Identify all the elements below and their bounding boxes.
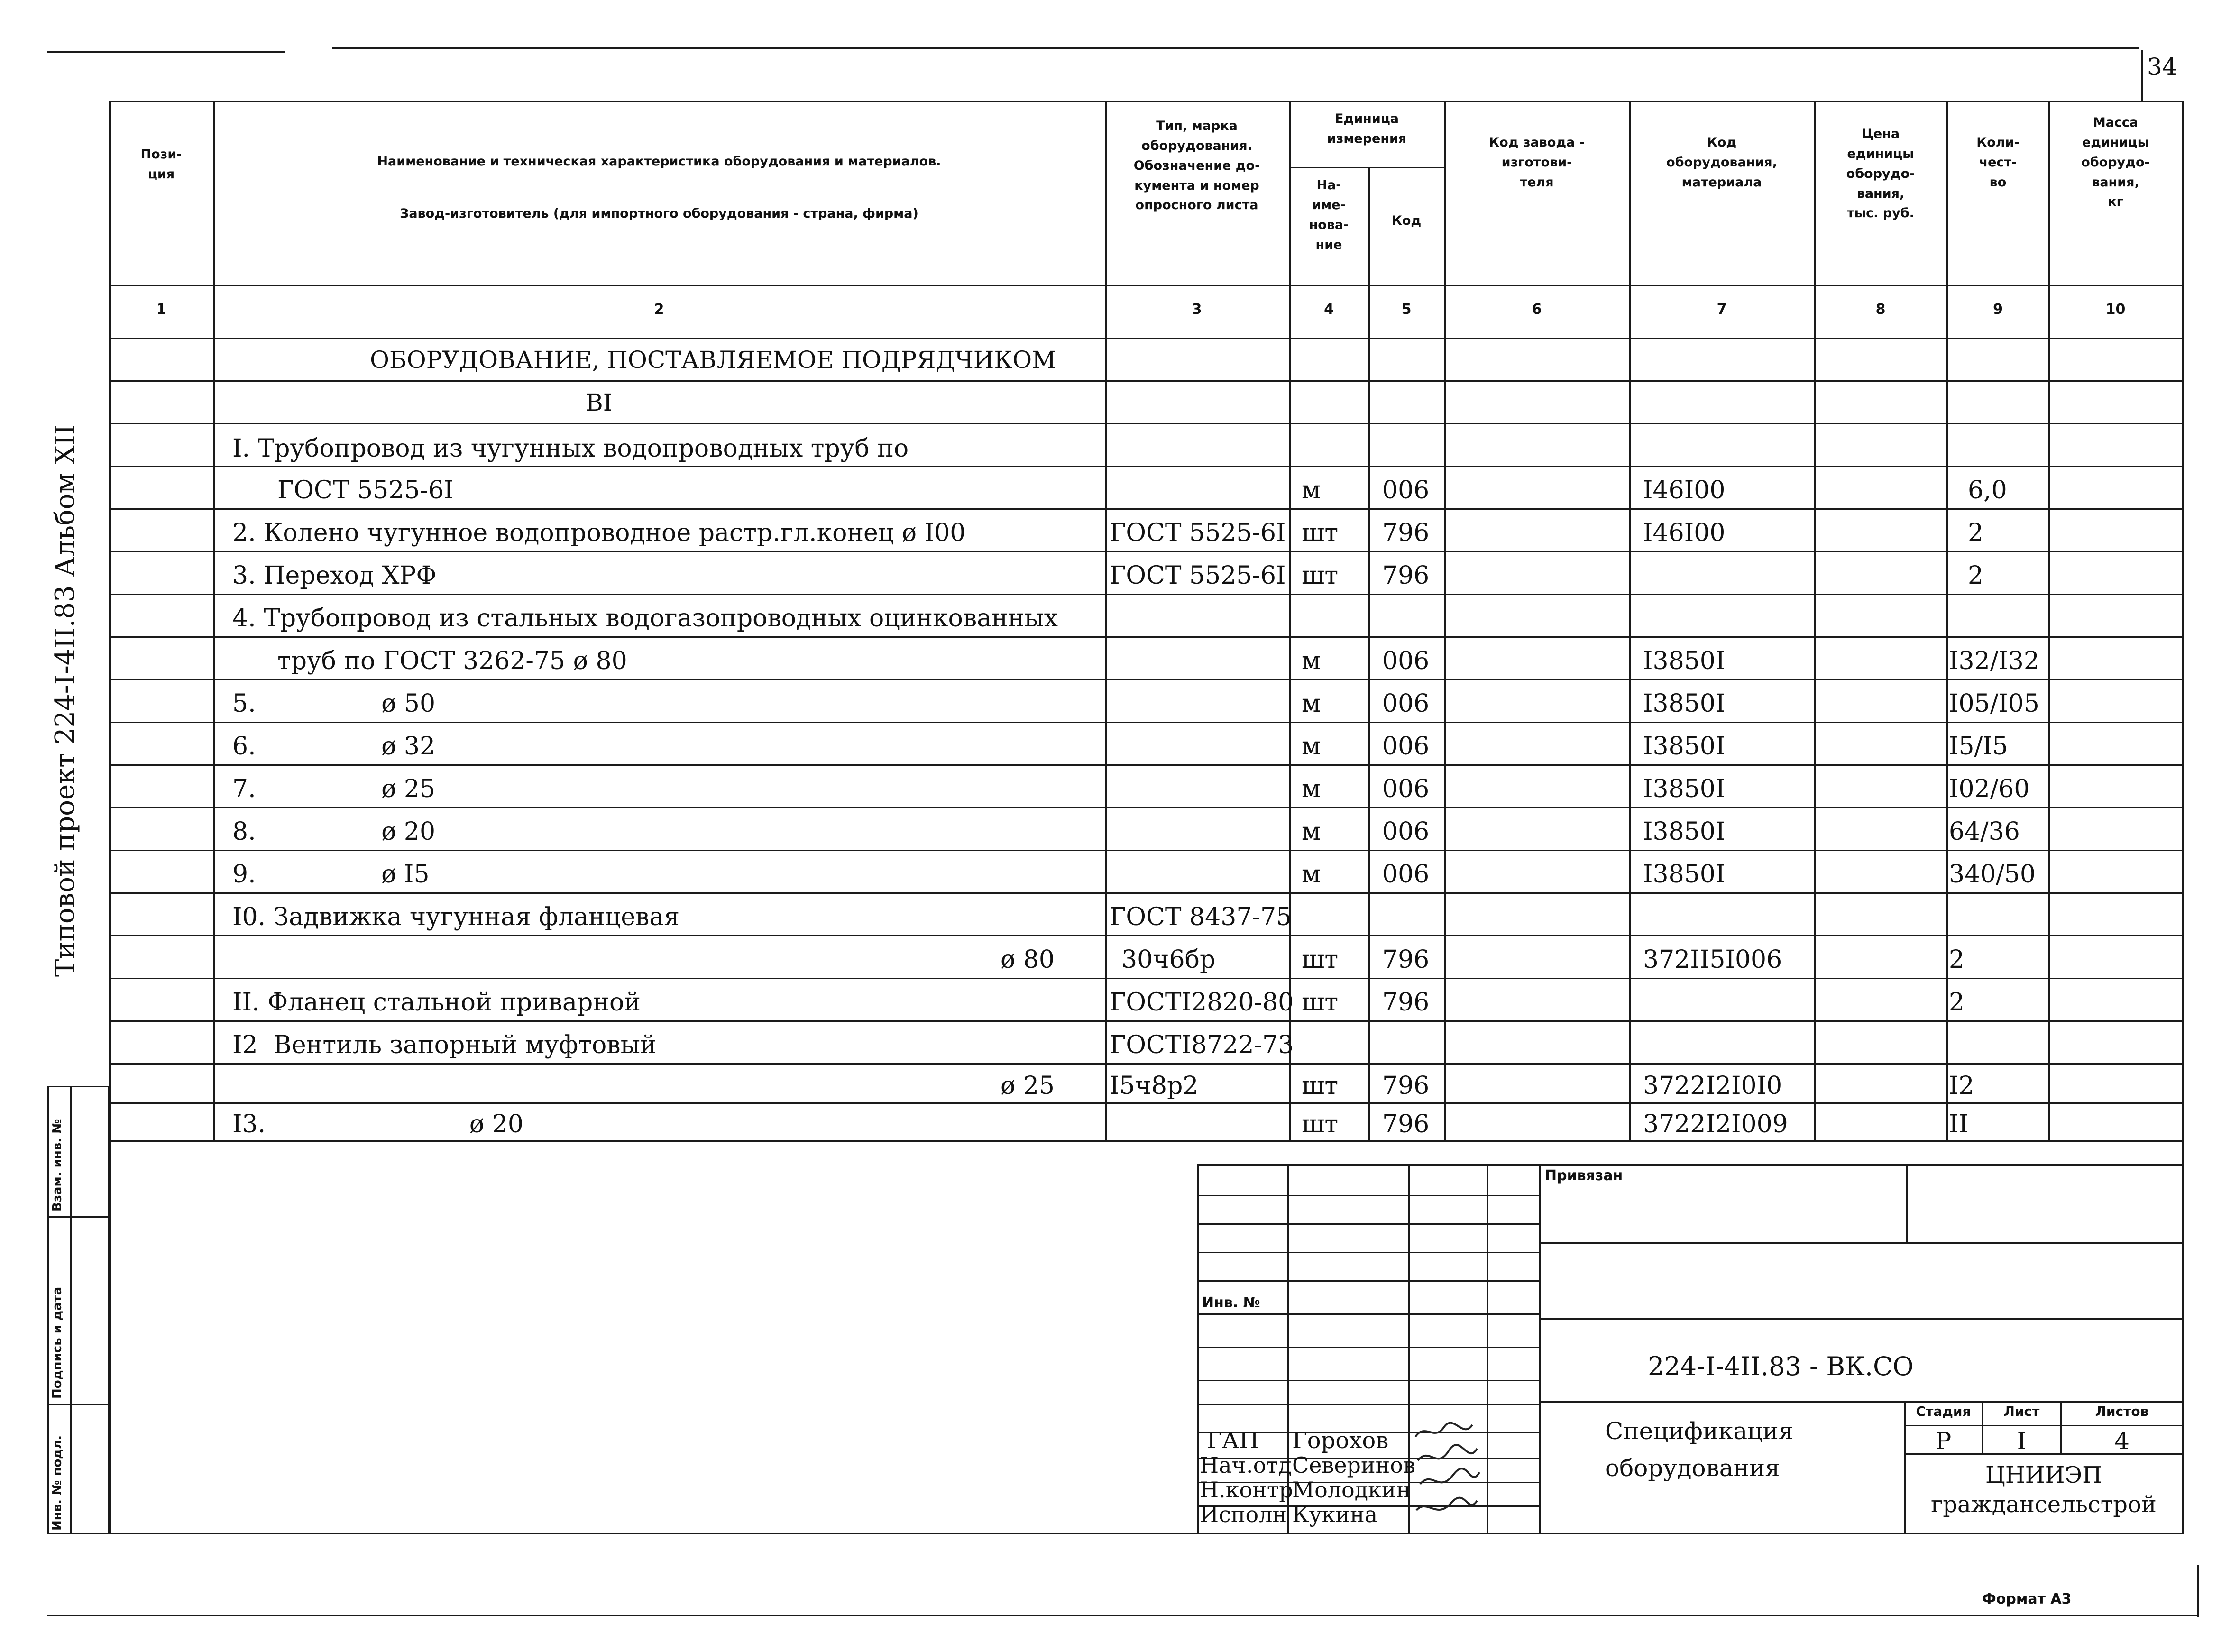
document-code: 224-I-4II.83 - ВК.СО bbox=[1648, 1351, 1914, 1381]
name-norm-control: Молодкин bbox=[1292, 1477, 1411, 1503]
row-14-name: II. Фланец стальной приварной bbox=[232, 988, 641, 1017]
header-type: Тип, марка оборудования. Обозначение до- кумента и номер опросного листа bbox=[1133, 119, 1260, 213]
role-gap: ГАП bbox=[1207, 1427, 1259, 1454]
row-3-doc: ГОСТ 5525-6I bbox=[1110, 519, 1286, 547]
row-9-qty: I02/60 bbox=[1949, 775, 2030, 803]
row-15-doc: ГОСТI8722-73 bbox=[1110, 1031, 1294, 1059]
name-executor: Кукина bbox=[1292, 1502, 1378, 1527]
project-label: Типовой проект 224-I-4II.83 Альбом XII bbox=[50, 424, 81, 977]
stage-value: Р bbox=[1935, 1427, 1952, 1455]
name-gap: Горохов bbox=[1292, 1427, 1389, 1454]
row-7-code: 006 bbox=[1382, 689, 1430, 718]
role-head-dept: Нач.отд bbox=[1200, 1452, 1292, 1478]
row-12-doc: ГОСТ 8437-75 bbox=[1110, 903, 1292, 931]
stage-label: Стадия bbox=[1916, 1404, 1971, 1419]
row-10-qty: 64/36 bbox=[1949, 817, 2020, 846]
header-mass: Масса единицы оборудо- вания, кг bbox=[2081, 115, 2150, 210]
row-4-code: 796 bbox=[1382, 561, 1430, 590]
row-4-doc: ГОСТ 5525-6I bbox=[1110, 561, 1286, 590]
header-name-line2: Завод-изготовитель (для импортного оборудования - страна, фирма) bbox=[400, 206, 918, 221]
row-1-name: I. Трубопровод из чугунных водопроводных труб по bbox=[232, 434, 909, 463]
row-7-name: 5. ø 50 bbox=[232, 689, 436, 718]
signatures-image bbox=[1411, 1418, 1487, 1532]
sheet-value: I bbox=[2017, 1427, 2027, 1455]
row-3-code: 796 bbox=[1382, 519, 1430, 547]
row-9-name: 7. ø 25 bbox=[232, 775, 436, 803]
row-8-qty: I5/I5 bbox=[1949, 732, 2008, 761]
format-label: Формат А3 bbox=[1982, 1591, 2072, 1607]
row-4-unit: шт bbox=[1302, 561, 1339, 590]
section-title: ОБОРУДОВАНИЕ, ПОСТАВЛЯЕМОЕ ПОДРЯДЧИКОМ bbox=[370, 346, 1056, 374]
row-3-qty: 2 bbox=[1968, 519, 1984, 547]
row-10-code: 006 bbox=[1382, 817, 1430, 846]
row-2-code: 006 bbox=[1382, 476, 1430, 505]
document-title: Спецификация оборудования bbox=[1605, 1417, 1794, 1482]
name-head-dept: Северинов bbox=[1292, 1452, 1415, 1478]
colnum-9: 9 bbox=[1993, 301, 2003, 318]
row-6-qty: I32/I32 bbox=[1949, 647, 2039, 675]
header-equipment-code: Код оборудования, материала bbox=[1666, 135, 1777, 190]
inv-label: Инв. № bbox=[1202, 1294, 1260, 1311]
row-17-mat: 3722I2I009 bbox=[1643, 1110, 1788, 1138]
role-executor: Исполн bbox=[1200, 1502, 1287, 1527]
colnum-3: 3 bbox=[1192, 301, 1202, 318]
row-10-unit: м bbox=[1302, 817, 1321, 846]
header-quantity: Коли- чест- во bbox=[1976, 135, 2020, 190]
row-3-mat: I46I00 bbox=[1643, 519, 1726, 547]
subsection-title: BI bbox=[586, 389, 613, 416]
row-13-code: 796 bbox=[1382, 945, 1430, 974]
row-16-code: 796 bbox=[1382, 1072, 1430, 1100]
row-8-code: 006 bbox=[1382, 732, 1430, 761]
stamp-signature-date: Подпись и дата bbox=[50, 1286, 64, 1399]
colnum-5: 5 bbox=[1401, 301, 1412, 318]
row-16-unit: шт bbox=[1302, 1072, 1339, 1100]
row-8-name: 6. ø 32 bbox=[232, 732, 436, 761]
organization: ЦНИИЭП граждансельстрой bbox=[1931, 1462, 2157, 1518]
row-10-mat: I3850I bbox=[1643, 817, 1726, 846]
row-3-unit: шт bbox=[1302, 519, 1339, 547]
row-9-mat: I3850I bbox=[1643, 775, 1726, 803]
header-unit-code: Код bbox=[1391, 213, 1422, 228]
row-16-name: ø 25 bbox=[1001, 1072, 1055, 1100]
row-4-name: 3. Переход ХРФ bbox=[232, 561, 437, 590]
colnum-6: 6 bbox=[1532, 301, 1542, 318]
row-12-name: I0. Задвижка чугунная фланцевая bbox=[232, 903, 680, 931]
row-17-qty: II bbox=[1949, 1110, 1969, 1138]
sheets-value: 4 bbox=[2114, 1427, 2130, 1455]
colnum-8: 8 bbox=[1875, 301, 1886, 318]
row-13-unit: шт bbox=[1302, 945, 1339, 974]
sheets-label: Листов bbox=[2095, 1404, 2149, 1419]
row-6-code: 006 bbox=[1382, 647, 1430, 675]
row-3-name: 2. Колено чугунное водопроводное растр.гл.конец ø I00 bbox=[232, 519, 966, 547]
stamp-vzam-inv: Взам. инв. № bbox=[50, 1119, 64, 1211]
row-7-unit: м bbox=[1302, 689, 1321, 718]
row-13-doc: 30ч6бр bbox=[1121, 945, 1216, 974]
row-8-mat: I3850I bbox=[1643, 732, 1726, 761]
row-6-unit: м bbox=[1302, 647, 1321, 675]
row-5-name: 4. Трубопровод из стальных водогазопроводных оцинкованных bbox=[232, 604, 1058, 633]
row-4-qty: 2 bbox=[1968, 561, 1984, 590]
row-13-mat: 372II5I006 bbox=[1643, 945, 1782, 974]
row-6-mat: I3850I bbox=[1643, 647, 1726, 675]
row-10-name: 8. ø 20 bbox=[232, 817, 436, 846]
sheet-label: Лист bbox=[2003, 1404, 2040, 1419]
row-8-unit: м bbox=[1302, 732, 1321, 761]
colnum-1: 1 bbox=[156, 301, 166, 318]
row-9-unit: м bbox=[1302, 775, 1321, 803]
row-2-mat: I46I00 bbox=[1643, 476, 1726, 505]
page-number: 34 bbox=[2147, 53, 2177, 81]
row-14-unit: шт bbox=[1302, 988, 1339, 1017]
stamp-inv-podl: Инв. № подл. bbox=[50, 1435, 64, 1531]
colnum-2: 2 bbox=[654, 301, 664, 318]
row-17-name: I3. ø 20 bbox=[232, 1110, 523, 1138]
row-16-qty: I2 bbox=[1949, 1072, 1974, 1100]
row-2-qty: 6,0 bbox=[1968, 476, 2007, 505]
row-13-qty: 2 bbox=[1949, 945, 1965, 974]
row-13-name: ø 80 bbox=[1001, 945, 1055, 974]
row-16-doc: I5ч8р2 bbox=[1110, 1072, 1199, 1100]
row-6-name: труб по ГОСТ 3262-75 ø 80 bbox=[277, 647, 627, 675]
row-7-mat: I3850I bbox=[1643, 689, 1726, 718]
colnum-4: 4 bbox=[1324, 301, 1334, 318]
header-name-line1: Наименование и техническая характеристика оборудования и материалов. bbox=[377, 154, 941, 169]
row-2-unit: м bbox=[1302, 476, 1321, 505]
row-11-code: 006 bbox=[1382, 860, 1430, 889]
row-11-mat: I3850I bbox=[1643, 860, 1726, 889]
row-17-code: 796 bbox=[1382, 1110, 1430, 1138]
row-14-code: 796 bbox=[1382, 988, 1430, 1017]
colnum-7: 7 bbox=[1717, 301, 1727, 318]
header-unit-name: На- име- нова- ние bbox=[1309, 178, 1349, 252]
row-15-name: I2 Вентиль запорный муфтовый bbox=[232, 1031, 657, 1059]
row-17-unit: шт bbox=[1302, 1110, 1339, 1138]
row-16-mat: 3722I2I0I0 bbox=[1643, 1072, 1782, 1100]
row-11-qty: 340/50 bbox=[1949, 860, 2036, 889]
attached-label: Привязан bbox=[1545, 1167, 1623, 1184]
colnum-10: 10 bbox=[2105, 301, 2126, 318]
row-11-unit: м bbox=[1302, 860, 1321, 889]
role-norm-control: Н.контр bbox=[1200, 1477, 1293, 1503]
row-7-qty: I05/I05 bbox=[1949, 689, 2039, 718]
header-factory-code: Код завода - изготови- теля bbox=[1489, 135, 1585, 190]
header-position: Пози- ция bbox=[140, 147, 182, 182]
row-14-qty: 2 bbox=[1949, 988, 1965, 1017]
row-11-name: 9. ø I5 bbox=[232, 860, 430, 889]
row-9-code: 006 bbox=[1382, 775, 1430, 803]
row-2-name: ГОСТ 5525-6I bbox=[277, 476, 454, 505]
header-price: Цена единицы оборудо- вания, тыс. руб. bbox=[1846, 127, 1915, 221]
header-unit-group: Единица измерения bbox=[1327, 111, 1407, 146]
row-14-doc: ГОСТI2820-80 bbox=[1110, 988, 1294, 1017]
